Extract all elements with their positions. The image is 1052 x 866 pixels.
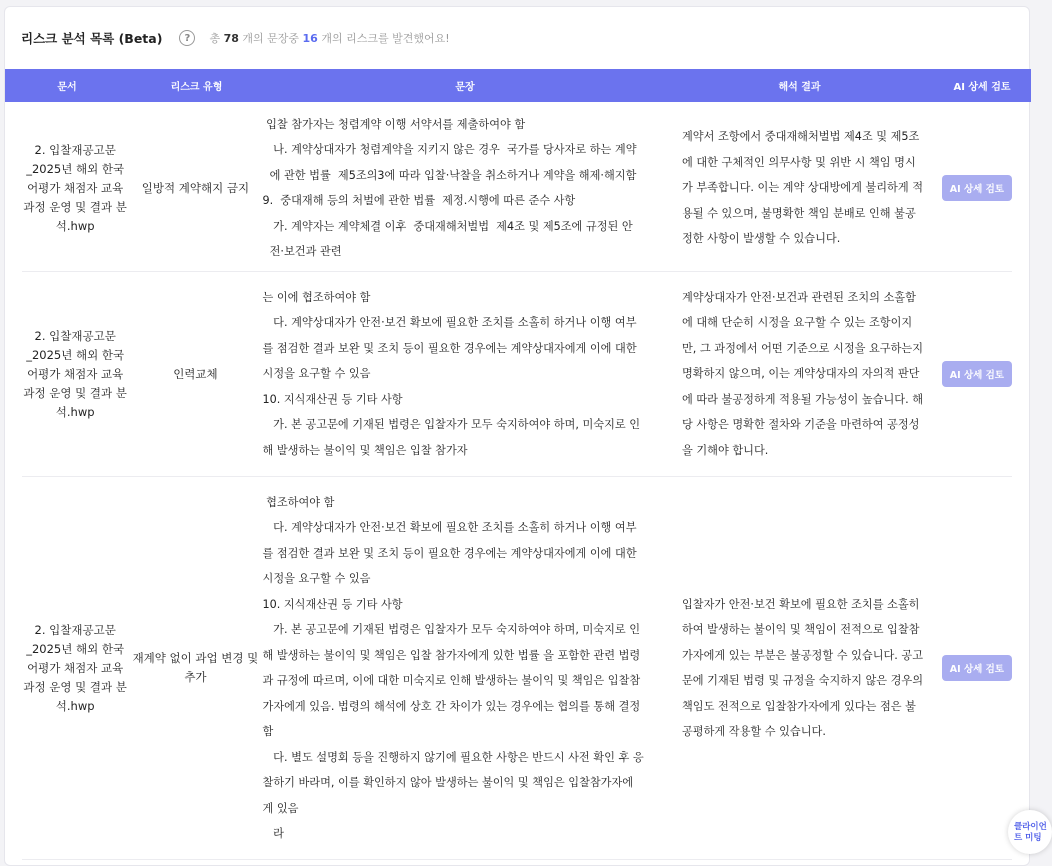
column-header-ai-review: AI 상세 검토: [953, 82, 1011, 93]
total-sentence-count: 78: [223, 32, 239, 45]
interpretation-result: 계약서 조항에서 중대재해처벌법 제4조 및 제5조에 대한 구체적인 의무사항 및 위반 시 책임 명시가 부족합니다. 이는 계약 상대방에게 불리하게 적용될 수 있으며, 불명확한 책임 분배로 인해 불공정한 사항이 발생할 수 있습니다.: [682, 130, 924, 246]
column-header-document: 문서: [57, 82, 77, 93]
page-title: 리스크 분석 목록 (Beta): [21, 31, 163, 46]
ai-review-button[interactable]: AI 상세 검토: [942, 655, 1012, 681]
table-row: [22, 105, 1012, 272]
risk-summary: [209, 30, 449, 46]
document-name: 2. 입찰재공고문_2025년 해외 한국어평가 채점자 교육과정 운영 및 결과 분석.hwp: [23, 622, 127, 713]
risk-type: 인력교체: [173, 366, 218, 381]
column-header-sentence: 문장: [455, 82, 475, 93]
document-name: 2. 입찰재공고문_2025년 해외 한국어평가 채점자 교육과정 운영 및 결과 분석.hwp: [23, 328, 127, 419]
ai-review-button[interactable]: AI 상세 검토: [942, 361, 1012, 387]
sentence-text: 입찰 참가자는 청렴계약 이행 서약서를 제출하여야 함 나. 계약상대자가 청렴계약을 지키지 않은 경우 국가를 당사자로 하는 계약 에 관한 법률 제5조의3에 따라 입찰·낙찰을 취소하거나 계약을 해제·해지함 9. 중대재해 등의 처벌에 관한 법률 제정.시행에 따른 준수 사항 가. 계약자는 계약체결 이후 중대재해처벌법 제4조 및 제5조에 규정된 안 전·보건과 관련: [262, 117, 637, 258]
table-row: [22, 477, 1012, 860]
risk-type: 일방적 계약해지 금지: [141, 180, 250, 195]
column-header-risk-type: 리스크 유형: [170, 82, 223, 93]
table-row: [22, 272, 1012, 477]
document-name: 2. 입찰재공고문_2025년 해외 한국어평가 채점자 교육과정 운영 및 결과 분석.hwp: [23, 142, 127, 233]
summary-prefix: 총: [209, 32, 221, 45]
client-meeting-floating-button[interactable]: 클라이언트 미팅: [1008, 810, 1052, 854]
interpretation-result: 계약상대자가 안전·보건과 관련된 조치의 소홀함에 대해 단순히 시정을 요구할 수 있는 조항이지만, 그 과정에서 어떤 기준으로 시정을 요구하는지 명확하지 않으며, 이는 계약상대자의 자의적 판단에 따라 불공정하게 적용될 가능성이 높습니다. 해당 사항은 명확한 절차와 기준을 마련하여 공정성을 기해야 합니다.: [682, 290, 924, 457]
sentence-text: 는 이에 협조하여야 함 다. 계약상대자가 안전·보건 확보에 필요한 조치를 소홀히 하거나 이행 여부 를 점검한 결과 보완 및 조치 등이 필요한 경우에는 계약상대자에게 이에 대한 시정을 요구할 수 있음 10. 지식재산권 등 기타 사항 가. 본 공고문에 기재된 법령은 입찰자가 모두 숙지하여야 하며, 미숙지로 인 해 발생하는 불이익 및 책임은 입찰 참가자: [262, 290, 641, 457]
help-icon[interactable]: ?: [179, 30, 195, 46]
summary-middle: 개의 문장중: [242, 32, 300, 45]
sentence-text: 협조하여야 함 다. 계약상대자가 안전·보건 확보에 필요한 조치를 소홀히 하거나 이행 여부 를 점검한 결과 보완 및 조치 등이 필요한 경우에는 계약상대자에게 이에 대한 시정을 요구할 수 있음 10. 지식재산권 등 기타 사항 가. 본 공고문에 기재된 법령은 입찰자가 모두 숙지하여야 하며, 미숙지로 인 해 발생하는 불이익 및 책임은 입찰 참가자에게 있한 법률 을 포함한 관련 법령 과 규정에 따르며, 이에 대한 미숙지로 인해 발생하는 불이익 및 책임은 입찰참 가자에게 있음. 법령의 해석에 상호 간 차이가 있는 경우에는 협의를 통해 결정 함 다. 별도 설명회 등을 진행하지 않기에 필요한 사항은 반드시 사전 확인 후 응 찰하기 바라며, 이를 확인하지 않아 발생하는 불이익 및 책임은 입찰참가자에 게 있음 라: [262, 495, 644, 840]
ai-review-button[interactable]: AI 상세 검토: [942, 175, 1012, 201]
risk-analysis-panel: [4, 6, 1030, 866]
summary-suffix: 개의 리스크를 발견했어요!: [321, 32, 450, 45]
risk-count: 16: [302, 32, 318, 45]
column-header-interpretation: 해석 결과: [778, 82, 821, 93]
panel-header: [5, 7, 1029, 69]
risk-type: 재계약 없이 과업 변경 및 추가: [132, 651, 259, 684]
table-header: [5, 69, 1031, 102]
interpretation-result: 입찰자가 안전·보건 확보에 필요한 조치를 소홀히 하여 발생하는 불이익 및 책임이 전적으로 입찰참가자에게 있는 부분은 불공정할 수 있습니다. 공고문에 기재된 법령 및 규정을 숙지하지 않은 경우의 책임도 전적으로 입찰참가자에게 있다는 점은 불공평하게 작용할 수 있습니다.: [682, 597, 924, 738]
